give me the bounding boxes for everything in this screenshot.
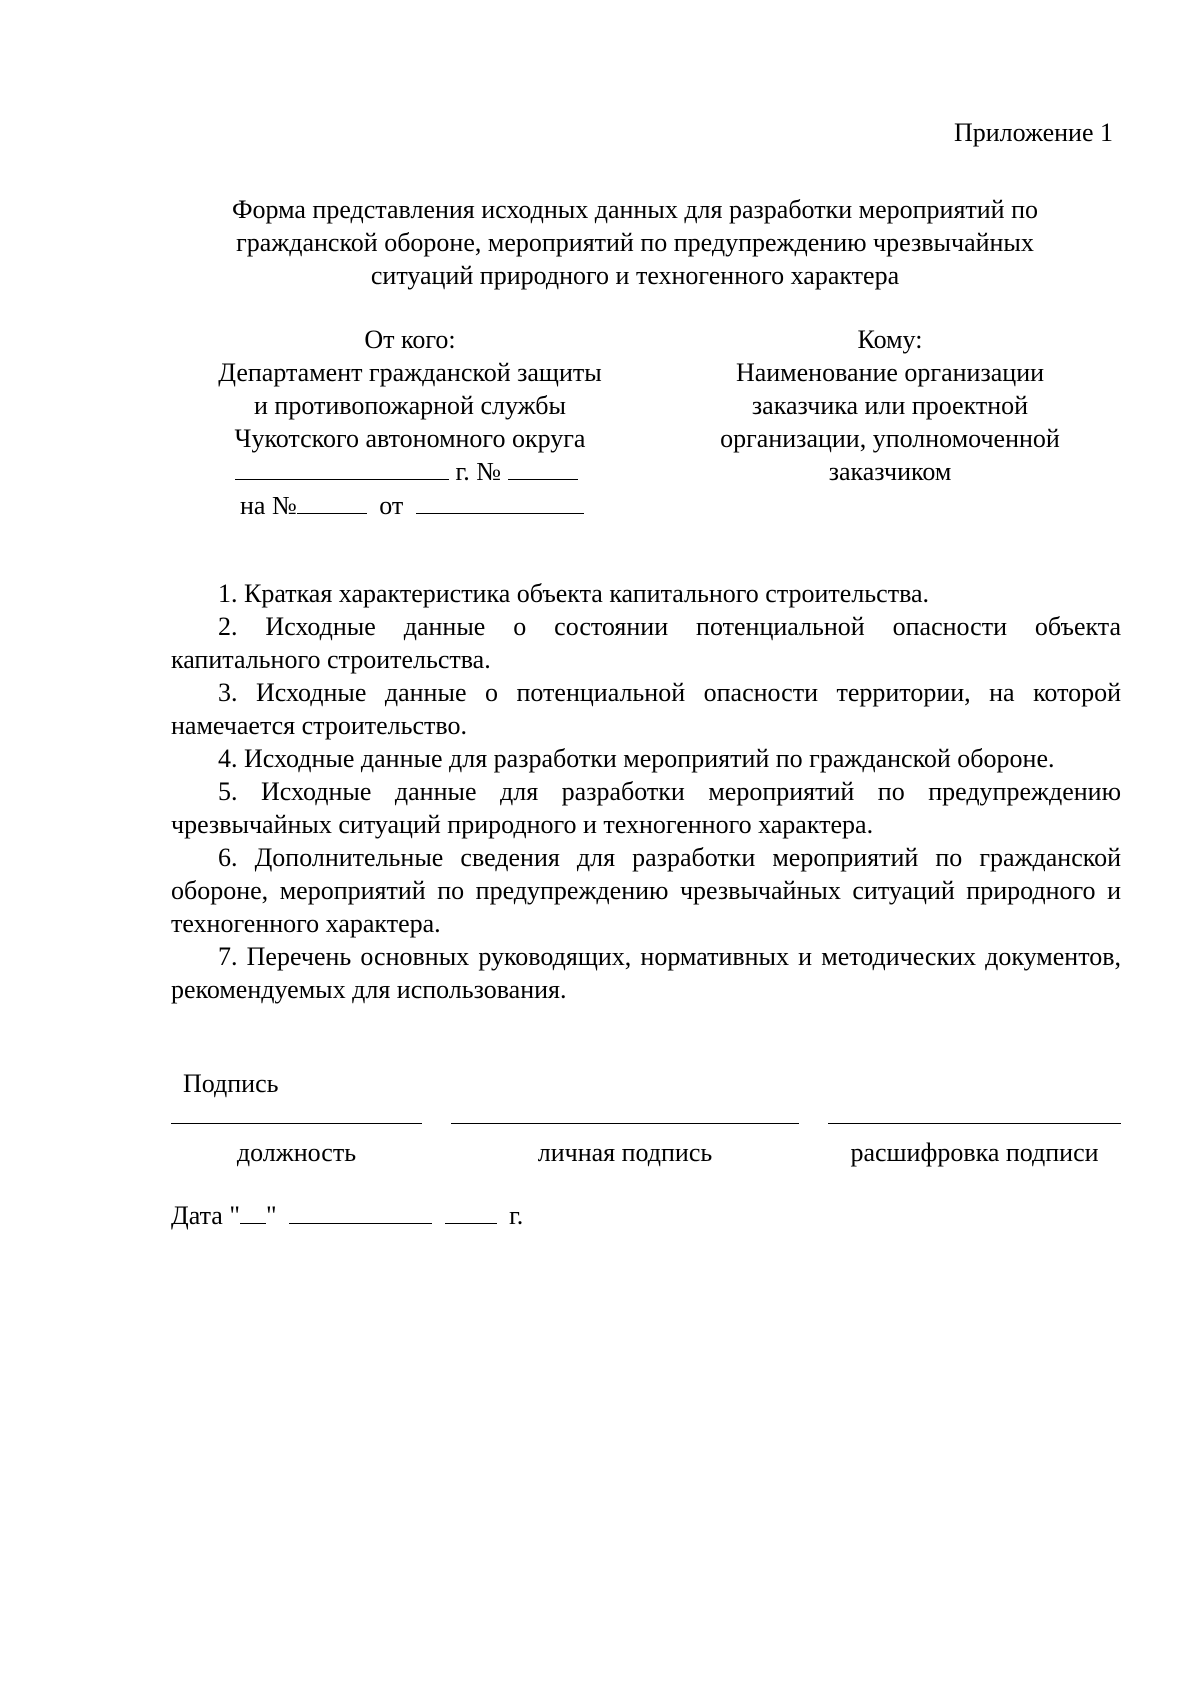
personal-signature-caption: личная подпись	[537, 1138, 713, 1167]
recipient-block	[685, 323, 1095, 488]
list-item: 5. Исходные данные для разработки мероприятий по предупреждению чрезвычайных ситуаций природного и техногенного характера.	[171, 777, 1121, 839]
reply-date-label: от	[379, 491, 404, 520]
sender-heading: От кого:	[364, 325, 456, 354]
recipient-org-line: организации, уполномоченной	[720, 424, 1060, 453]
reply-number-blank[interactable]	[297, 489, 367, 514]
form-title-line: ситуаций природного и техногенного характера	[370, 261, 900, 290]
recipient-heading: Кому:	[857, 325, 923, 354]
reply-date-blank[interactable]	[416, 489, 584, 514]
sender-org-line: Департамент гражданской защиты	[218, 358, 602, 387]
date-year-blank[interactable]	[445, 1199, 497, 1224]
sender-org-line: Чукотского автономного округа	[234, 424, 586, 453]
list-item: 3. Исходные данные о потенциальной опасности территории, на которой намечается строительство.	[171, 678, 1121, 740]
recipient-org-line: Наименование организации	[735, 358, 1045, 387]
registration-number-blank[interactable]	[508, 455, 578, 480]
date-quote-close: "	[265, 1201, 277, 1230]
sender-registration-row	[235, 455, 578, 488]
form-title	[200, 193, 1070, 292]
personal-signature-line[interactable]	[451, 1123, 799, 1124]
requirements-list	[171, 577, 1121, 1006]
signature-label: Подпись	[183, 1069, 279, 1098]
date-row	[171, 1199, 523, 1232]
list-item: 7. Перечень основных руководящих, нормативных и методических документов, рекомендуемых для использования.	[171, 942, 1121, 1004]
reply-number-label: на №	[240, 491, 297, 520]
date-month-blank[interactable]	[289, 1199, 432, 1224]
date-label: Дата "	[171, 1201, 240, 1230]
list-item: 2. Исходные данные о состоянии потенциальной опасности объекта капитального строительства.	[171, 612, 1121, 674]
recipient-org-line: заказчиком	[828, 457, 952, 486]
sender-block	[190, 323, 630, 455]
form-title-line: гражданской обороне, мероприятий по предупреждению чрезвычайных	[236, 228, 1034, 257]
sender-org-line: и противопожарной службы	[254, 391, 566, 420]
recipient-org-line: заказчика или проектной	[751, 391, 1029, 420]
list-item: 4. Исходные данные для разработки мероприятий по гражданской обороне.	[218, 744, 1055, 773]
position-signature-line[interactable]	[171, 1123, 422, 1124]
list-item: 6. Дополнительные сведения для разработки мероприятий по гражданской обороне, мероприятий по предупреждению чрезвычайных ситуаций природного и техногенного характера.	[171, 843, 1121, 938]
list-item: 1. Краткая характеристика объекта капитального строительства.	[218, 579, 930, 608]
reply-reference-row	[240, 489, 584, 522]
position-caption: должность	[236, 1138, 357, 1167]
appendix-label: Приложение 1	[953, 118, 1113, 147]
date-day-blank[interactable]	[240, 1199, 266, 1224]
registration-year-number-label: г. №	[455, 457, 502, 486]
signature-decoding-caption: расшифровка подписи	[850, 1138, 1099, 1167]
registration-date-blank[interactable]	[235, 455, 449, 480]
date-year-suffix: г.	[509, 1201, 524, 1230]
form-title-line: Форма представления исходных данных для разработки мероприятий по	[231, 195, 1039, 224]
signature-decoding-line[interactable]	[828, 1123, 1121, 1124]
